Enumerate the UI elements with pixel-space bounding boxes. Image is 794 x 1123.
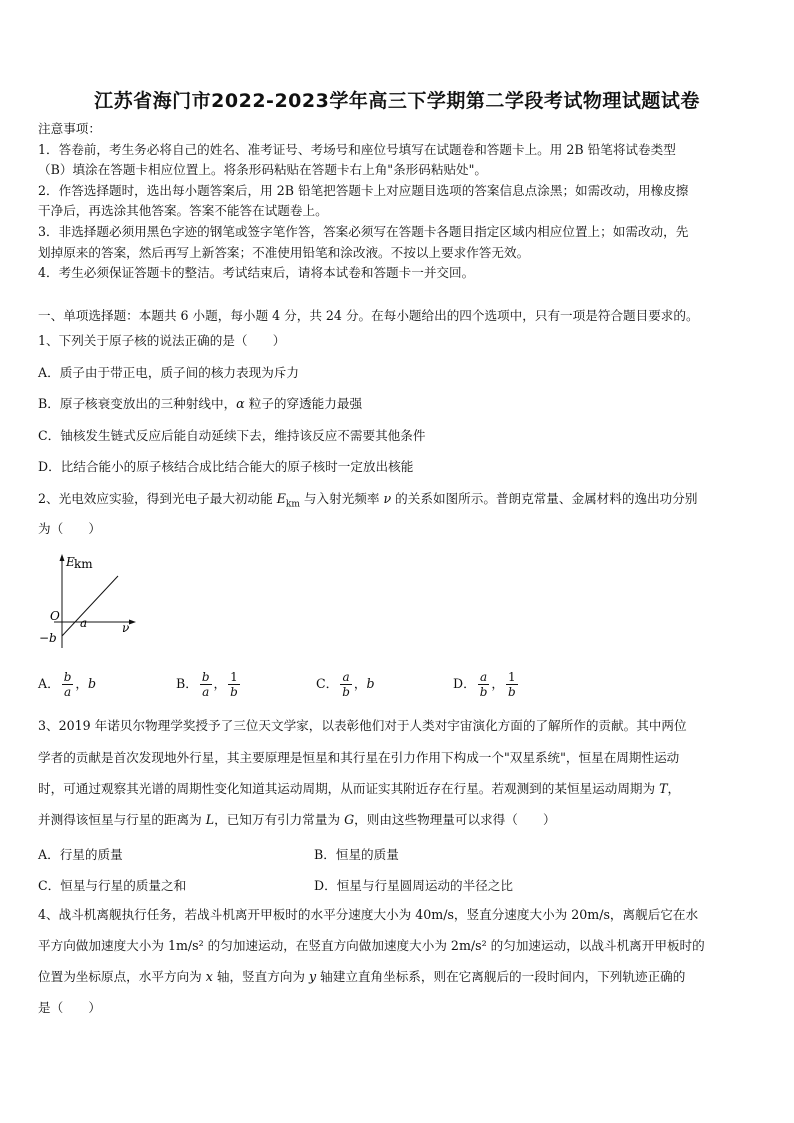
question-2-stem-line-1 bbox=[38, 491, 760, 513]
separator: ， bbox=[213, 676, 227, 691]
numerator: a bbox=[340, 670, 352, 685]
question-1-option-a: A．质子由于带正电，质子间的核力表现为斥力 bbox=[38, 365, 299, 380]
nu-symbol: ν bbox=[383, 491, 392, 506]
notice-line-7: 4．考生必须保证答题卡的整洁。考试结束后，请将本试卷和答题卡一并交回。 bbox=[38, 265, 475, 280]
section-heading: 一、单项选择题：本题共 6 小题，每小题 4 分，共 24 分。在每小题给出的四个选项中，只有一项是符合题目要求的。 bbox=[38, 308, 699, 323]
question-4-line-1: 4、战斗机离舰执行任务，若战斗机离开甲板时的水平分速度大小为 40m/s，竖直分速度大小为 20m/s，离舰后它在水 bbox=[38, 907, 699, 922]
question-3-line-1: 3、2019 年诺贝尔物理学奖授予了三位天文学家，以表彰他们对于人类对宇宙演化方面的了解所作的贡献。其中两位 bbox=[38, 718, 687, 733]
question-3-line-4 bbox=[38, 812, 760, 828]
alpha-symbol: α bbox=[236, 396, 245, 411]
fraction bbox=[340, 670, 352, 699]
question-4-line-4: 是（ ） bbox=[38, 1000, 101, 1015]
question-2-option-b bbox=[176, 670, 242, 699]
y-axis-subscript: km bbox=[74, 557, 93, 571]
numerator-2: 1 bbox=[228, 670, 240, 685]
x-axis-arrow bbox=[129, 620, 136, 625]
y-axis-arrow bbox=[60, 554, 65, 561]
q3-text-5: ，则由这些物理量可以求得（ ） bbox=[354, 812, 556, 827]
option-b-text-2: 粒子的穿透能力最强 bbox=[244, 396, 363, 411]
question-2-option-d bbox=[453, 670, 520, 699]
numerator: b bbox=[201, 670, 210, 684]
question-1-option-c: C．铀核发生链式反应后能自动延续下去，维持该反应不需要其他条件 bbox=[38, 428, 426, 443]
denominator: a bbox=[63, 685, 72, 699]
ekm-line bbox=[62, 576, 118, 636]
option-label: D． bbox=[453, 676, 476, 691]
numerator: a bbox=[478, 670, 490, 685]
gravity-constant-symbol: G bbox=[344, 812, 355, 827]
separator: ， bbox=[491, 676, 504, 691]
fraction bbox=[200, 670, 212, 699]
q3-text-2: ， bbox=[667, 781, 681, 796]
question-2-option-a bbox=[38, 670, 96, 699]
y-axis-symbol: y bbox=[309, 969, 317, 984]
option-label: B． bbox=[176, 676, 198, 691]
exam-title: 江苏省海门市2022-2023学年高三下学期第二学段考试物理试题试卷 bbox=[94, 90, 700, 112]
question-1-option-d: D．比结合能小的原子核结合成比结合能大的原子核时一定放出核能 bbox=[38, 459, 414, 474]
notice-line-6: 划掉原来的答案，然后再写上新答案；不准使用铅笔和涂改液。不按以上要求作答无效。 bbox=[38, 245, 530, 260]
separator: ， bbox=[75, 676, 88, 691]
q2-text-1: 2、光电效应实验，得到光电子最大初动能 bbox=[38, 491, 277, 506]
question-3-option-c: C．恒星与行星的质量之和 bbox=[38, 878, 187, 893]
ekm-subscript: km bbox=[285, 499, 300, 510]
q4-text-2: 轴，竖直方向为 bbox=[212, 969, 310, 984]
value: b bbox=[87, 676, 97, 691]
question-3-line-2: 学者的贡献是首次发现地外行星，其主要原理是恒星和其行星在引力作用下构成一个"双星系统"，恒星在周期性运动 bbox=[38, 750, 680, 765]
q3-text-4: ，已知万有引力常量为 bbox=[214, 812, 345, 827]
notice-line-3: 2．作答选择题时，选出每小题答案后，用 2B 铅笔把答题卡上对应题目选项的答案信息点涂黑；如需改动，用橡皮擦 bbox=[38, 183, 689, 198]
option-b-text-1: B．原子核衰变放出的三种射线中， bbox=[38, 396, 237, 411]
denominator: b bbox=[342, 685, 350, 699]
ekm-symbol: E bbox=[276, 491, 286, 506]
question-1-stem: 1、下列关于原子核的说法正确的是（ ） bbox=[38, 333, 286, 348]
q2-text-2: 与入射光频率 bbox=[299, 491, 384, 506]
notice-line-1: 1．答卷前，考生务必将自己的姓名、准考证号、考场号和座位号填写在试题卷和答题卡上。用 2B 铅笔将试卷类型 bbox=[38, 142, 676, 157]
option-label: C． bbox=[316, 676, 339, 691]
fraction bbox=[62, 670, 74, 699]
question-2-option-c bbox=[316, 670, 375, 699]
y-intercept-label: −b bbox=[39, 631, 57, 645]
question-3-option-a: A．行星的质量 bbox=[38, 847, 123, 862]
denominator-2: b bbox=[230, 685, 238, 699]
y-axis-label: E bbox=[66, 555, 75, 569]
fraction-2 bbox=[506, 670, 518, 699]
question-4-line-3 bbox=[38, 969, 760, 985]
fraction-2 bbox=[228, 670, 240, 699]
denominator-2: b bbox=[507, 685, 516, 699]
notice-line-5: 3．非选择题必须用黑色字迹的钢笔或签字笔作答，答案必须写在答题卡各题目指定区域内相应位置上；如需改动，先 bbox=[38, 224, 689, 239]
question-2-stem-line-2: 为（ ） bbox=[38, 521, 101, 536]
numerator: b bbox=[63, 670, 72, 684]
distance-symbol: L bbox=[205, 812, 215, 827]
notice-line-4: 干净后，再选涂其他答案。答案不能答在试题卷上。 bbox=[38, 203, 328, 218]
notice-line-2: （B）填涂在答题卡相应位置上。将条形码粘贴在答题卡右上角"条形码粘贴处"。 bbox=[38, 162, 488, 177]
question-4-line-2: 平方向做加速度大小为 1m/s² 的匀加速运动，在竖直方向做加速度大小为 2m/s² 的匀加速运动，以战斗机离开甲板时的 bbox=[38, 938, 705, 953]
x-intercept-label: a bbox=[80, 616, 88, 630]
period-symbol: T bbox=[659, 781, 668, 796]
x-axis-symbol: x bbox=[205, 969, 213, 984]
fraction bbox=[478, 670, 490, 699]
x-axis-label: ν bbox=[122, 621, 130, 635]
question-3-option-d: D．恒星与行星圆周运动的半径之比 bbox=[314, 878, 514, 893]
notice-heading: 注意事项： bbox=[38, 121, 101, 136]
q2-text-3: 的关系如图所示。普朗克常量、金属材料的逸出功分别 bbox=[391, 491, 698, 506]
question-3-line-3 bbox=[38, 781, 760, 797]
ekm-vs-frequency-graph bbox=[34, 550, 144, 660]
value: b bbox=[366, 676, 375, 691]
q4-text-3: 轴建立直角坐标系，则在它离舰后的一段时间内，下列轨迹正确的 bbox=[316, 969, 686, 984]
question-1-option-b bbox=[38, 396, 760, 412]
option-label: A． bbox=[38, 676, 60, 691]
question-3-option-b: B．恒星的质量 bbox=[314, 847, 399, 862]
q3-text-1: 时，可通过观察其光谱的周期性变化知道其运动周期，从而证实其附近存在行星。若观测到的某恒星运动周期为 bbox=[38, 781, 660, 796]
separator: ， bbox=[353, 676, 367, 691]
denominator: b bbox=[479, 685, 488, 699]
origin-label: O bbox=[50, 609, 60, 623]
numerator-2: 1 bbox=[506, 670, 518, 685]
denominator: a bbox=[202, 685, 210, 699]
q4-text-1: 位置为坐标原点，水平方向为 bbox=[38, 969, 206, 984]
q3-text-3: 并测得该恒星与行星的距离为 bbox=[38, 812, 206, 827]
